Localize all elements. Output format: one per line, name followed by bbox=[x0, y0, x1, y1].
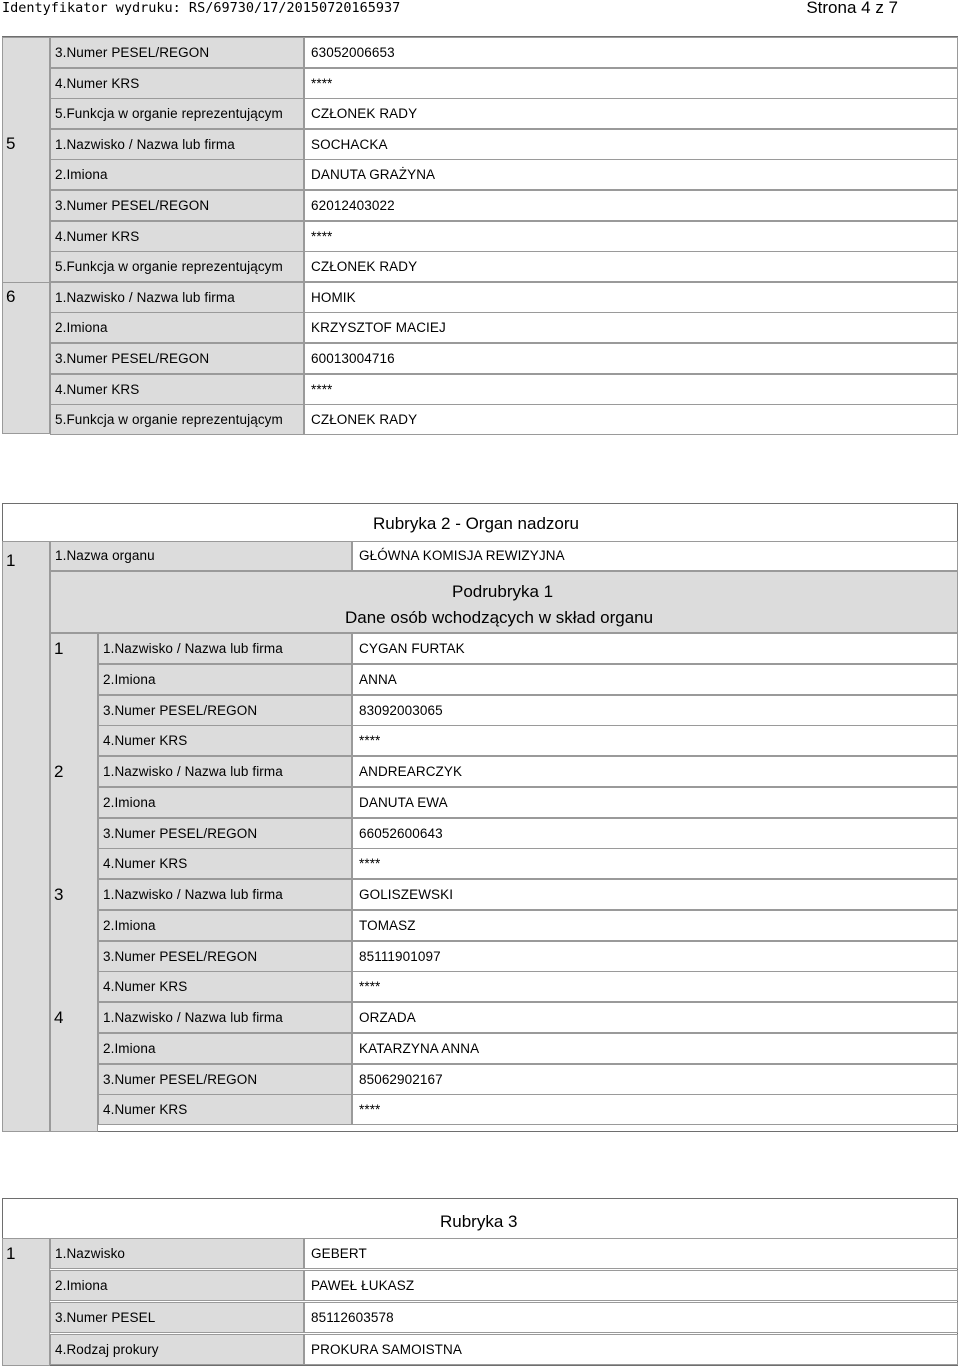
board-number-column bbox=[2, 37, 50, 434]
rubryka2-number: 1 bbox=[6, 551, 16, 570]
board-field-value: DANUTA GRAŻYNA bbox=[311, 167, 436, 182]
board-field-value: **** bbox=[311, 229, 333, 244]
rubryka2-number-column bbox=[2, 541, 50, 1132]
board-field-label: 1.Nazwisko / Nazwa lub firma bbox=[55, 290, 235, 305]
person-field-label: 4.Numer KRS bbox=[103, 733, 188, 748]
person-field-label: 4.Numer KRS bbox=[103, 1102, 188, 1117]
person-field-value-cell bbox=[352, 941, 958, 972]
rubryka3-title: Rubryka 3 bbox=[440, 1212, 518, 1231]
board-field-label: 3.Numer PESEL/REGON bbox=[55, 351, 210, 366]
person-number: 3 bbox=[54, 885, 64, 904]
person-field-label: 1.Nazwisko / Nazwa lub firma bbox=[103, 1010, 283, 1025]
person-field-value: TOMASZ bbox=[359, 918, 416, 933]
proxy-field-value: PROKURA SAMOISTNA bbox=[311, 1342, 462, 1357]
board-field-label: 4.Numer KRS bbox=[55, 229, 140, 244]
board-field-value-cell bbox=[304, 374, 958, 405]
board-field-value: 63052006653 bbox=[311, 45, 395, 60]
person-field-value: ANNA bbox=[359, 672, 397, 687]
board-field-value: CZŁONEK RADY bbox=[311, 259, 418, 274]
person-field-label: 3.Numer PESEL/REGON bbox=[103, 1072, 258, 1087]
person-number: 1 bbox=[54, 639, 64, 658]
person-field-label: 1.Nazwisko / Nazwa lub firma bbox=[103, 887, 283, 902]
person-field-value-cell bbox=[352, 1064, 958, 1095]
board-member-number: 6 bbox=[6, 287, 16, 306]
board-field-value: SOCHACKA bbox=[311, 137, 388, 152]
board-field-label: 5.Funkcja w organie reprezentującym bbox=[55, 259, 283, 274]
person-field-value: **** bbox=[359, 979, 381, 994]
board-field-value: KRZYSZTOF MACIEJ bbox=[311, 320, 446, 335]
person-field-value: **** bbox=[359, 856, 381, 871]
proxy-field-label: 2.Imiona bbox=[55, 1278, 108, 1293]
person-field-label: 3.Numer PESEL/REGON bbox=[103, 826, 258, 841]
person-field-label: 1.Nazwisko / Nazwa lub firma bbox=[103, 764, 283, 779]
board-field-value: 60013004716 bbox=[311, 351, 395, 366]
person-field-label: 2.Imiona bbox=[103, 672, 156, 687]
board-field-label: 3.Numer PESEL/REGON bbox=[55, 45, 210, 60]
person-field-value: **** bbox=[359, 733, 381, 748]
proxy-field-value-cell bbox=[304, 1302, 958, 1333]
person-field-label: 2.Imiona bbox=[103, 1041, 156, 1056]
board-field-value-cell bbox=[304, 129, 958, 160]
board-field-label: 1.Nazwisko / Nazwa lub firma bbox=[55, 137, 235, 152]
person-field-value: KATARZYNA ANNA bbox=[359, 1041, 480, 1056]
proxy-field-label: 4.Rodzaj prokury bbox=[55, 1342, 159, 1357]
board-field-label: 4.Numer KRS bbox=[55, 76, 140, 91]
person-field-value: CYGAN FURTAK bbox=[359, 641, 465, 656]
board-field-label: 2.Imiona bbox=[55, 320, 108, 335]
board-field-label: 3.Numer PESEL/REGON bbox=[55, 198, 210, 213]
rubryka3-number: 1 bbox=[6, 1244, 16, 1263]
proxy-field-value: GEBERT bbox=[311, 1246, 367, 1261]
person-number-column bbox=[50, 633, 98, 1132]
person-field-value: 83092003065 bbox=[359, 703, 443, 718]
person-field-label: 1.Nazwisko / Nazwa lub firma bbox=[103, 641, 283, 656]
subsection-title: Podrubryka 1 bbox=[452, 582, 554, 601]
proxy-field-label: 3.Numer PESEL bbox=[55, 1310, 156, 1325]
print-identifier: Identyfikator wydruku: RS/69730/17/20150720165937 bbox=[2, 0, 401, 16]
rubryka2-title: Rubryka 2 - Organ nadzoru bbox=[373, 514, 579, 533]
person-field-value-cell bbox=[352, 818, 958, 849]
page-number: Strona 4 z 7 bbox=[806, 0, 898, 17]
proxy-field-value: PAWEŁ ŁUKASZ bbox=[311, 1278, 415, 1293]
person-field-value-cell bbox=[352, 1002, 958, 1033]
person-field-value: 85111901097 bbox=[359, 949, 441, 964]
board-field-value-cell bbox=[304, 68, 958, 99]
person-field-value: GOLISZEWSKI bbox=[359, 887, 454, 902]
person-field-value: 66052600643 bbox=[359, 826, 443, 841]
organ-name-value: GŁÓWNA KOMISJA REWIZYJNA bbox=[359, 548, 565, 563]
person-field-value: 85062902167 bbox=[359, 1072, 443, 1087]
person-field-value-cell bbox=[352, 910, 958, 941]
board-field-value-cell bbox=[304, 343, 958, 374]
board-field-value: CZŁONEK RADY bbox=[311, 106, 418, 121]
person-field-label: 3.Numer PESEL/REGON bbox=[103, 703, 258, 718]
board-field-value-cell bbox=[304, 221, 958, 252]
person-field-label: 4.Numer KRS bbox=[103, 856, 188, 871]
proxy-field-label: 1.Nazwisko bbox=[55, 1246, 126, 1261]
person-field-value-cell bbox=[352, 725, 958, 756]
board-field-label: 5.Funkcja w organie reprezentującym bbox=[55, 106, 283, 121]
person-number: 4 bbox=[54, 1008, 64, 1027]
member-divider bbox=[2, 282, 50, 283]
person-field-value-cell bbox=[352, 971, 958, 1002]
person-field-value-cell bbox=[352, 664, 958, 695]
board-field-value-cell bbox=[304, 282, 958, 313]
person-field-value: ANDREARCZYK bbox=[359, 764, 463, 779]
person-field-value: DANUTA EWA bbox=[359, 795, 448, 810]
board-field-value: CZŁONEK RADY bbox=[311, 412, 418, 427]
person-field-label: 4.Numer KRS bbox=[103, 979, 188, 994]
person-field-value-cell bbox=[352, 1094, 958, 1125]
board-field-label: 5.Funkcja w organie reprezentującym bbox=[55, 412, 283, 427]
person-number: 2 bbox=[54, 762, 64, 781]
board-field-value-cell bbox=[304, 37, 958, 68]
person-field-label: 2.Imiona bbox=[103, 795, 156, 810]
person-field-value: **** bbox=[359, 1102, 381, 1117]
board-field-value: **** bbox=[311, 382, 333, 397]
board-field-value: HOMIK bbox=[311, 290, 356, 305]
subsection-subtitle: Dane osób wchodzących w skład organu bbox=[345, 608, 654, 627]
board-field-value: **** bbox=[311, 76, 333, 91]
board-field-value-cell bbox=[304, 190, 958, 221]
organ-name-label: 1.Nazwa organu bbox=[55, 548, 155, 563]
board-field-value: 62012403022 bbox=[311, 198, 395, 213]
person-field-value-cell bbox=[352, 695, 958, 726]
person-field-value-cell bbox=[352, 848, 958, 879]
proxy-field-value: 85112603578 bbox=[311, 1310, 394, 1325]
person-field-label: 2.Imiona bbox=[103, 918, 156, 933]
board-member-number: 5 bbox=[6, 134, 16, 153]
person-field-label: 3.Numer PESEL/REGON bbox=[103, 949, 258, 964]
board-field-label: 2.Imiona bbox=[55, 167, 108, 182]
person-field-value: ORZADA bbox=[359, 1010, 416, 1025]
proxy-field-value-cell bbox=[304, 1238, 958, 1269]
board-field-label: 4.Numer KRS bbox=[55, 382, 140, 397]
